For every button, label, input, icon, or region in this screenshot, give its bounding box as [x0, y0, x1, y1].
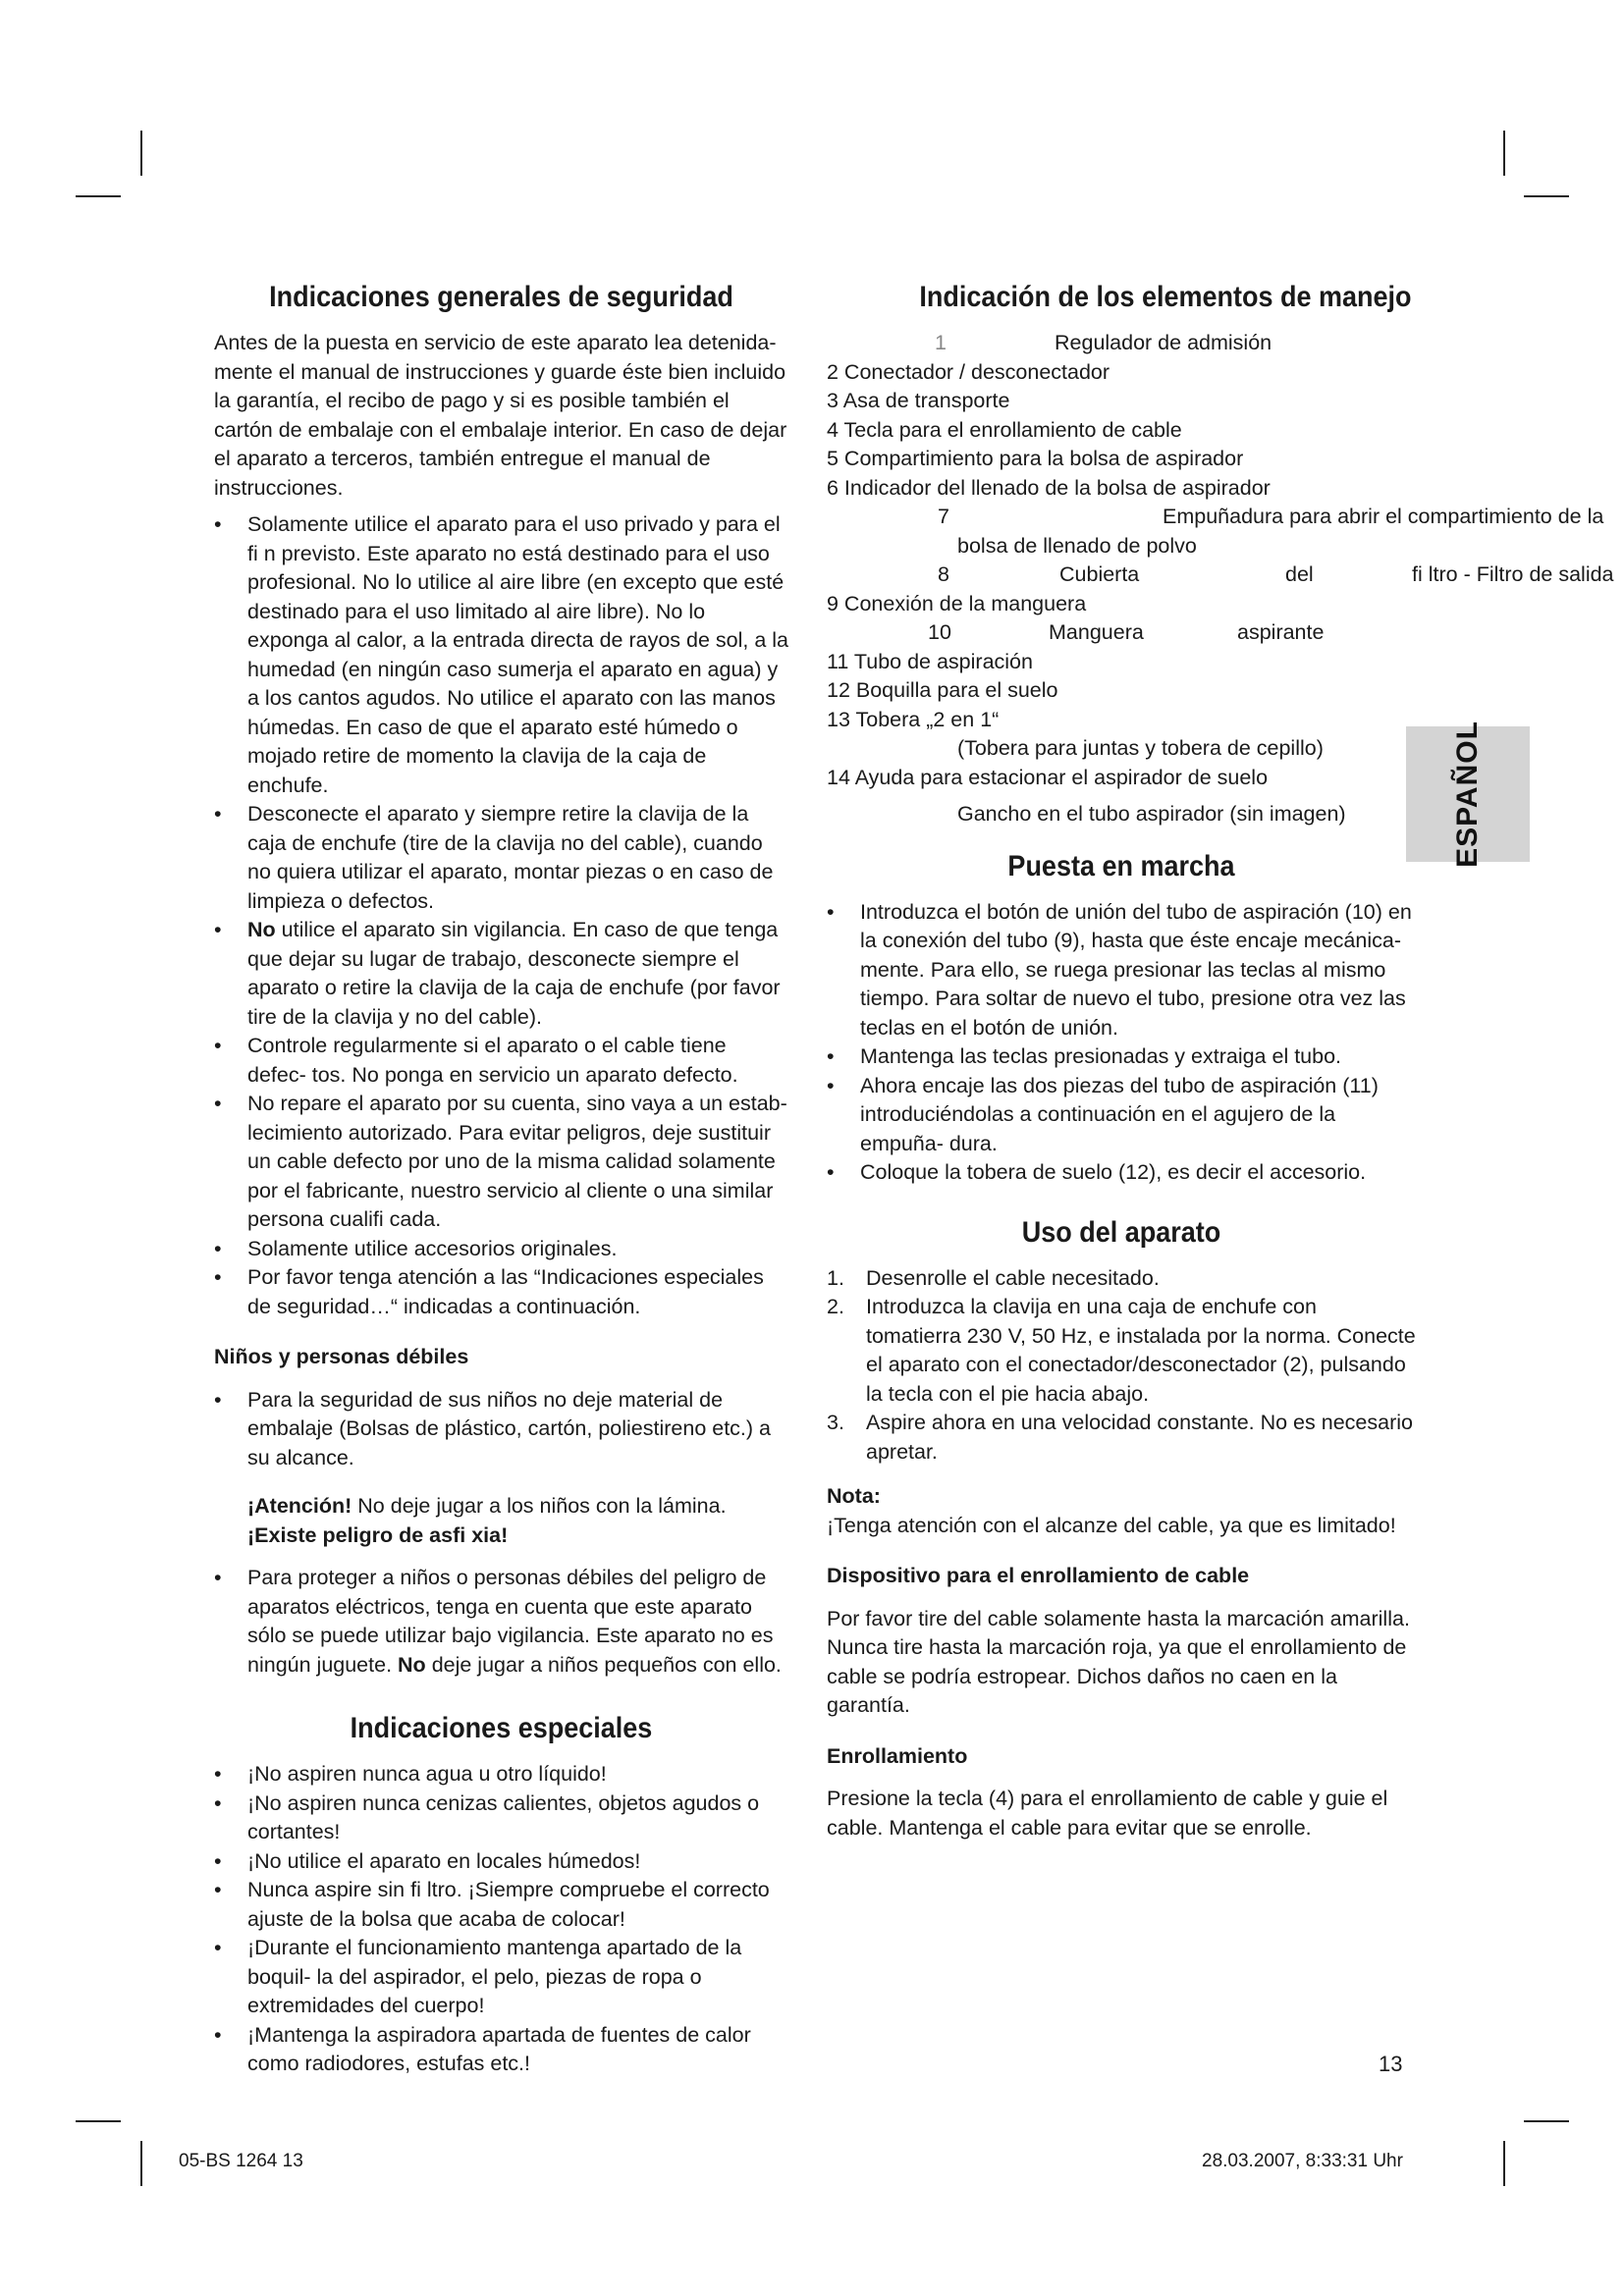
startup-list	[827, 898, 1416, 1188]
list-item	[214, 1090, 788, 1235]
special-list	[214, 1760, 788, 2079]
list-item-text: Para la seguridad de sus niños no deje material de embalaje (Bolsas de plástico, cartón, poliestireno etc.) a su alcance.	[247, 1387, 771, 1469]
crop-mark-tr-v	[1503, 131, 1505, 176]
crop-mark-tl-v	[140, 131, 142, 176]
attention-warning: ¡Existe peligro de asfi xia!	[247, 1522, 509, 1547]
safety-title: Indicaciones generales de seguridad	[269, 281, 733, 313]
element-item-6: 6 Indicador del llenado de la bolsa de aspirador	[827, 475, 1271, 500]
list-item	[214, 1032, 788, 1090]
list-item	[214, 1386, 788, 1473]
crop-mark-bl-v	[140, 2141, 142, 2186]
attention-text: No deje jugar a los niños con la lámina.	[357, 1494, 727, 1518]
list-item	[214, 510, 788, 800]
list-item	[827, 1042, 1416, 1072]
list-item-text: Controle regularmente si el aparato o el cable tiene defec- tos. No ponga en servicio un aparato defecto.	[247, 1034, 738, 1087]
element-text: Cubierta	[1059, 562, 1140, 586]
list-item-text: Mantenga las teclas presionadas y extraiga el tubo.	[860, 1044, 1342, 1068]
list-item	[214, 1235, 788, 1264]
list-item	[214, 1564, 788, 1680]
list-item-text: ¡No aspiren nunca agua u otro líquido!	[247, 1762, 607, 1786]
children-list	[214, 1386, 788, 1473]
safety-list	[214, 510, 788, 1321]
list-item-text: Coloque la tobera de suelo (12), es decir el accesorio.	[860, 1160, 1367, 1184]
list-item	[827, 1072, 1416, 1159]
list-item-bold: No	[247, 918, 276, 941]
page-number: 13	[1379, 2052, 1403, 2076]
list-item-text: No repare el aparato por su cuenta, sino vaya a un estab- lecimiento autorizado. Para evitar peligros, deje sustituir un cable defecto por uno de la misma calidad solamente por el fabricante, nuestro servicio al cliente o una similar persona cualifi cada.	[247, 1092, 787, 1231]
list-item	[214, 1876, 788, 1934]
list-item	[214, 1789, 788, 1847]
element-number: 7	[938, 505, 949, 528]
footer-right: 28.03.2007, 8:33:31 Uhr	[1202, 2151, 1403, 2171]
protect-list	[214, 1564, 788, 1680]
note-text: ¡Tenga atención con el alcanze del cable, ya que es limitado!	[827, 1513, 1396, 1537]
controls-title: Indicación de los elementos de manejo	[919, 281, 1412, 313]
list-item-text: Desconecte el aparato y siempre retire la clavija de la caja de enchufe (tire de la clavija no del cable), cuando no quiera utilizar el aparato, montar piezas o en caso de limpieza o defectos.	[247, 802, 774, 913]
use-steps	[827, 1264, 1416, 1468]
element-item-1	[827, 329, 1612, 358]
startup-title: Puesta en marcha	[1007, 849, 1235, 882]
rewind-title: Dispositivo para el enrollamiento de cable	[827, 1564, 1250, 1587]
element-item-14: 14 Ayuda para estacionar el aspirador de suelo	[827, 765, 1269, 789]
note-title: Nota:	[827, 1484, 881, 1508]
list-item	[214, 1934, 788, 2021]
element-item-2: 2 Conectador / desconectador	[827, 359, 1110, 384]
list-item	[827, 1158, 1416, 1188]
crop-mark-br-v	[1503, 2141, 1505, 2186]
element-item-10	[827, 618, 1612, 648]
left-column	[214, 278, 788, 2079]
list-item	[214, 1263, 788, 1321]
language-tab	[1406, 721, 1530, 868]
right-column	[827, 278, 1612, 1842]
step-text: Desenrolle el cable necesitado.	[866, 1265, 1160, 1290]
step-number: 2.	[827, 1295, 844, 1318]
element-text: Gancho en el tubo aspirador (sin imagen)	[957, 802, 1346, 826]
element-text: Manguera	[1049, 620, 1144, 644]
attention-label: ¡Atención!	[247, 1494, 352, 1518]
element-number: 8	[938, 562, 949, 586]
list-item-bold: No	[398, 1652, 426, 1677]
element-item-12: 12 Boquilla para el suelo	[827, 678, 1058, 702]
element-text: bolsa de llenado de polvo	[957, 533, 1197, 558]
rolling-text: Presione la tecla (4) para el enrollamiento de cable y guie el cable. Mantenga el cable para evitar que se enrolle.	[827, 1787, 1388, 1840]
list-item	[214, 1760, 788, 1789]
list-item-text: Solamente utilice accesorios originales.	[247, 1236, 618, 1260]
element-item-3: 3 Asa de transporte	[827, 389, 1010, 412]
list-item	[827, 1293, 1416, 1409]
element-number: 10	[928, 620, 951, 644]
footer-left: 05-BS 1264 13	[179, 2151, 303, 2171]
children-title: Niños y personas débiles	[214, 1345, 469, 1368]
step-number: 3.	[827, 1411, 844, 1434]
element-item-9: 9 Conexión de la manguera	[827, 591, 1087, 615]
use-title: Uso del aparato	[1021, 1215, 1221, 1249]
rewind-text: Por favor tire del cable solamente hasta la marcación amarilla. Nunca tire hasta la marcación roja, ya que el enrollamiento de cable se podría estropear. Dichos daños no caen en la garantía.	[827, 1606, 1410, 1717]
list-item-text: ¡No aspiren nunca cenizas calientes, objetos agudos o cortantes!	[247, 1790, 760, 1843]
rolling-title: Enrollamiento	[827, 1743, 968, 1768]
list-item-text: Solamente utilice el aparato para el uso privado y para el fi n previsto. Este aparato no está destinado para el uso profesional. No lo utilice al aire libre (en excepto que esté destinado para el uso limitado al aire libre). No lo exponga al calor, a la entrada directa de rayos de sol, a la humedad (en ningún caso sumerja el aparato en agua) y a los cantos agudos. No utilice el aparato con las manos húmedas. En caso de que el aparato esté húmedo o mojado retire de momento la clavija de la caja de enchufe.	[247, 512, 788, 797]
crop-mark-tl-h	[76, 195, 121, 197]
special-title: Indicaciones especiales	[350, 1712, 653, 1744]
element-item-5: 5 Compartimiento para la bolsa de aspirador	[827, 447, 1244, 470]
list-item-text: utilice el aparato sin vigilancia. En caso de que tenga que dejar su lugar de trabajo, desconecte siempre el aparato o retire la clavija de la caja de enchufe (por favor tire de la clavija y no del cable).	[247, 918, 781, 1029]
element-item-7-cont	[827, 532, 1612, 561]
list-item-text: Para proteger a niños o personas débiles del peligro de aparatos eléctricos, tenga en cuenta que este aparato sólo se puede utilizar bajo vigilancia. Este aparato no es ningún juguete.	[247, 1566, 774, 1677]
list-item	[214, 2021, 788, 2079]
list-item	[827, 898, 1416, 1043]
language-tab-label: ESPAÑOL	[1451, 721, 1484, 868]
list-item-text: Nunca aspire sin fi ltro. ¡Siempre compruebe el correcto ajuste de la bolsa que acaba de colocar!	[247, 1878, 770, 1931]
element-item-7	[827, 503, 1612, 532]
crop-mark-bl-h	[76, 2120, 121, 2122]
list-item-text: Ahora encaje las dos piezas del tubo de aspiración (11) introduciéndolas a continuación en el agujero de la empuña- dura.	[860, 1073, 1379, 1155]
list-item-text: ¡No utilice el aparato en locales húmedos!	[247, 1848, 641, 1873]
element-item-11: 11 Tubo de aspiración	[827, 649, 1033, 673]
list-item	[827, 1409, 1416, 1467]
list-item	[214, 800, 788, 916]
element-item-13: 13 Tobera „2 en 1“	[827, 707, 1000, 731]
element-text: fi ltro - Filtro de salida	[1412, 562, 1614, 586]
element-number: 1	[935, 331, 947, 354]
list-item	[214, 1847, 788, 1877]
element-item-4: 4 Tecla para el enrollamiento de cable	[827, 417, 1182, 442]
step-text: Aspire ahora en una velocidad constante. No es necesario apretar.	[866, 1411, 1413, 1464]
list-item-text: deje jugar a niños pequeños con ello.	[431, 1652, 782, 1677]
list-item	[214, 916, 788, 1032]
list-item-text: Introduzca el botón de unión del tubo de aspiración (10) en la conexión del tubo (9), hasta que éste encaje mecánica- mente. Para ello, se ruega presionar las teclas al mismo tiempo. Para soltar de nuevo el tubo, presione otra vez las teclas en el botón de unión.	[860, 899, 1412, 1040]
element-text: Empuñadura para abrir el compartimiento de la	[1163, 505, 1604, 528]
list-item-text: ¡Durante el funcionamiento mantenga apartado de la boquil- la del aspirador, el pelo, piezas de ropa o extremidades del cuerpo!	[247, 1936, 742, 2017]
attention-note	[214, 1492, 788, 1550]
list-item-text: Por favor tenga atención a las “Indicaciones especiales de seguridad…“ indicadas a continuación.	[247, 1265, 764, 1318]
safety-intro: Antes de la puesta en servicio de este aparato lea detenida- mente el manual de instrucciones y guarde éste bien incluido la garantía, el recibo de pago y si es posible también el cartón de embalaje con el embalaje interior. En caso de dejar el aparato a terceros, también entregue el manual de instrucciones.	[214, 331, 787, 500]
element-text: Regulador de admisión	[1055, 331, 1272, 354]
element-item-8	[827, 561, 1612, 590]
element-text: aspirante	[1237, 620, 1325, 644]
step-number: 1.	[827, 1265, 844, 1290]
list-item-text: ¡Mantenga la aspiradora apartada de fuentes de calor como radiodores, estufas etc.!	[247, 2022, 751, 2075]
list-item	[827, 1264, 1416, 1294]
element-text: (Tobera para juntas y tobera de cepillo)	[957, 736, 1324, 760]
step-text: Introduzca la clavija en una caja de enchufe con tomatierra 230 V, 50 Hz, e instalada por la norma. Conecte el aparato con el conectador/desconectador (2), pulsando la tecla con el pie hacia abajo.	[866, 1295, 1416, 1406]
element-text: del	[1285, 562, 1314, 586]
crop-mark-br-h	[1524, 2120, 1569, 2122]
crop-mark-tr-h	[1524, 195, 1569, 197]
